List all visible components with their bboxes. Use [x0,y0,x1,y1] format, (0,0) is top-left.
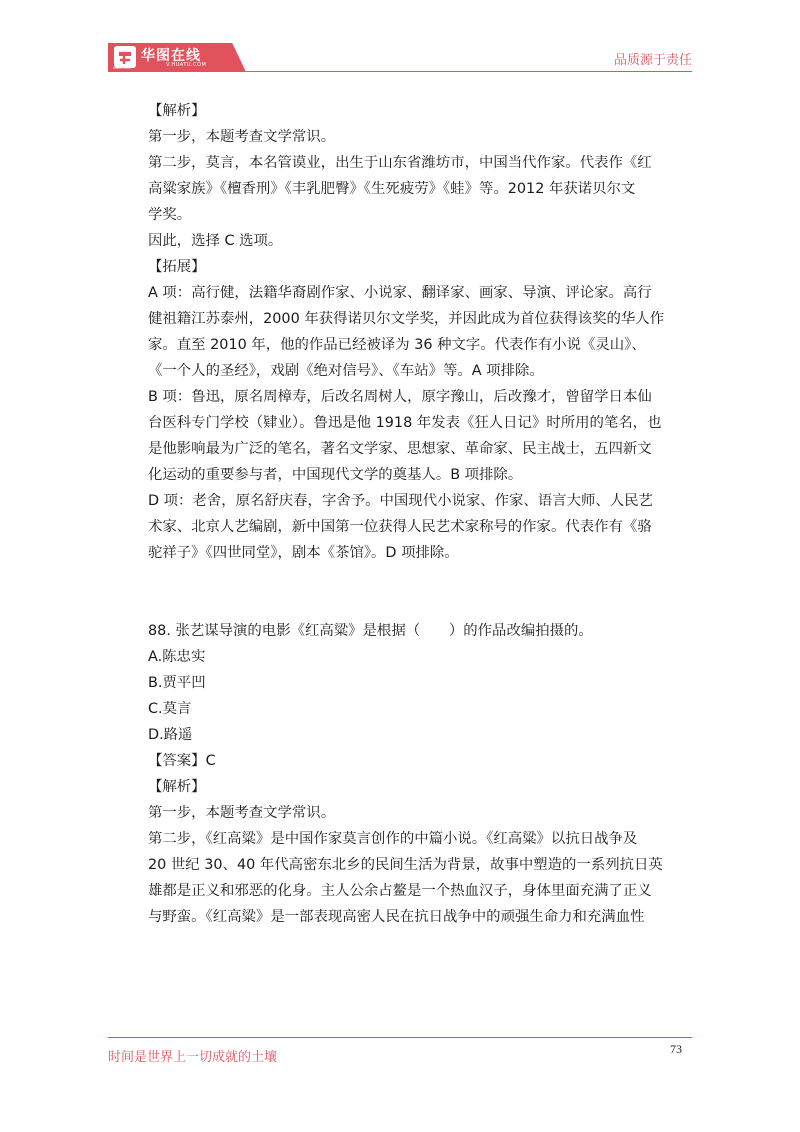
section-heading: 【解析】 [148,103,206,119]
paragraph-line: 20 世纪 30、40 年代高密东北乡的民间生活为背景，故事中塑造的一系列抗日英 [148,857,663,873]
brand-url: V.HUATU.COM [166,62,207,68]
paragraph-line: B 项：鲁迅，原名周樟寿，后改名周树人，原字豫山，后改豫才，曾留学日本仙 [148,389,652,405]
choice-a: A.陈忠实 [148,649,206,665]
paragraph-line: 家。直至 2010 年，他的作品已经被译为 36 种文字。代表作有小说《灵山》、 [148,337,646,353]
choice-b: B.贾平凹 [148,675,206,691]
answer-line: 【答案】C [148,753,216,769]
page-number: 73 [670,1042,682,1056]
choice-d: D.路遥 [148,727,193,743]
paragraph-line: 健祖籍江苏泰州，2000 年获得诺贝尔文学奖，并因此成为首位获得该奖的华人作 [148,311,665,327]
paragraph-line: 第一步，本题考查文学常识。 [148,129,336,145]
paragraph-line: 高粱家族》《檀香刑》《丰乳肥臀》《生死疲劳》《蛙》等。2012 年获诺贝尔文 [148,181,636,197]
paragraph-line: 是他影响最为广泛的笔名，著名文学家、思想家、革命家、民主战士，五四新文 [148,441,652,457]
paragraph-line: 学奖。 [148,207,192,223]
paragraph-line: 《一个人的圣经》，戏剧《绝对信号》、《车站》等。A 项排除。 [148,363,544,379]
paragraph-line: 雄都是正义和邪恶的化身。主人公余占鳌是一个热血汉子，身体里面充满了正义 [148,883,652,899]
brand-tagline: SINCE 2001 [113,66,131,70]
question-stem: 88. 张艺谋导演的电影《红高粱》是根据（ ）的作品改编拍摄的。 [148,623,593,639]
document-body [148,98,668,930]
section-heading: 【拓展】 [148,259,206,275]
choice-c: C.莫言 [148,701,192,717]
paragraph-line: 第二步，《红高粱》是中国作家莫言创作的中篇小说。《红高粱》以抗日战争及 [148,831,638,847]
header-slogan: 品质源于责任 [613,53,692,68]
huatu-logo-icon [114,46,136,68]
paragraph-line: 化运动的重要参与者，中国现代文学的奠基人。B 项排除。 [148,467,523,483]
section-spacer [148,566,668,618]
section-heading: 【解析】 [148,779,206,795]
paragraph-line: A 项：高行健，法籍华裔剧作家、小说家、翻译家、画家、导演、评论家。高行 [148,285,652,301]
brand-name: 华图在线 [141,48,201,64]
paragraph-line: 术家、北京人艺编剧，新中国第一位获得人民艺术家称号的作家。代表作有《骆 [148,519,652,535]
paragraph-line: D 项：老舍，原名舒庆春，字舍予。中国现代小说家、作家、语言大师、人民艺 [148,493,653,509]
header-divider [246,71,692,72]
page-header [0,0,800,76]
paragraph-line: 因此，选择 C 选项。 [148,233,283,249]
footer-slogan: 时间是世界上一切成就的土壤 [108,1050,278,1065]
paragraph-line: 第一步，本题考查文学常识。 [148,805,336,821]
footer-divider [108,1037,692,1038]
paragraph-line: 台医科专门学校（肄业）。鲁迅是他 1918 年发表《狂人日记》时所用的笔名，也 [148,415,662,431]
paragraph-line: 第二步，莫言，本名管谟业，出生于山东省潍坊市，中国当代作家。代表作《红 [148,155,652,171]
paragraph-line: 驼祥子》《四世同堂》，剧本《茶馆》。D 项排除。 [148,545,459,561]
paragraph-line: 与野蛮。《红高粱》是一部表现高密人民在抗日战争中的顽强生命力和充满血性 [148,909,645,925]
